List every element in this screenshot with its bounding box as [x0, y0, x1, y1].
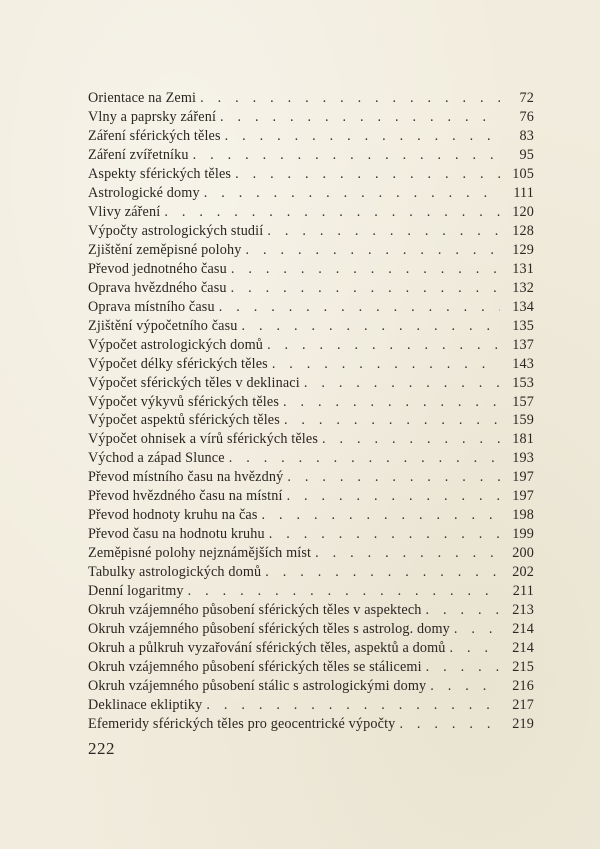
toc-entry — [88, 487, 534, 506]
toc-entry-title: Převod hodnoty kruhu na čas — [88, 507, 258, 524]
toc-entry-title: Aspekty sférických těles — [88, 165, 232, 182]
toc-entry — [88, 430, 534, 449]
toc-entry — [88, 355, 534, 374]
toc-entry-page: 197 — [512, 469, 534, 486]
dot-leader — [426, 658, 500, 677]
toc-entry-title: Výpočty astrologických studií — [88, 222, 264, 239]
toc-entry-title: Výpočet aspektů sférických těles — [88, 412, 280, 429]
toc-entry-page: 200 — [512, 545, 534, 562]
toc-entry-title: Efemeridy sférických těles pro geocentrické výpočty — [88, 715, 396, 732]
toc-entry-title: Astrologické domy — [88, 184, 200, 201]
toc-entry-title: Převod jednotného času — [88, 260, 227, 277]
toc-entry-page: 76 — [519, 108, 534, 125]
toc-entry-title: Okruh vzájemného působení sférických těles se stálicemi — [88, 659, 422, 676]
toc-entry-page: 197 — [512, 488, 534, 505]
toc-entry-title: Výpočet ohnisek a vírů sférických těles — [88, 431, 319, 448]
toc-entry-page: 219 — [512, 715, 534, 732]
dot-leader — [229, 449, 500, 468]
dot-leader — [245, 241, 500, 260]
dot-leader — [267, 222, 500, 241]
dot-leader — [272, 355, 500, 374]
dot-leader — [265, 563, 500, 582]
toc-entry-title: Převod času na hodnotu kruhu — [88, 526, 265, 543]
toc-entry-title: Vlivy záření — [88, 203, 161, 220]
dot-leader — [450, 639, 500, 658]
toc-entry-title: Okruh vzájemného působení stálic s astrologickými domy — [88, 678, 427, 695]
toc-entry — [88, 374, 534, 393]
toc-entry-title: Okruh vzájemného působení sférických těles s astrolog. domy — [88, 621, 450, 638]
dot-leader — [283, 393, 500, 412]
toc-entry-title: Záření zvířetníku — [88, 146, 189, 163]
toc-entry-title: Výpočet délky sférických těles — [88, 355, 268, 372]
dot-leader — [242, 317, 500, 336]
dot-leader — [206, 696, 500, 715]
dot-leader — [284, 411, 500, 430]
dot-leader — [200, 89, 500, 108]
toc-entry — [88, 260, 534, 279]
dot-leader — [322, 430, 500, 449]
toc-entry-title: Záření sférických těles — [88, 127, 221, 144]
toc-entry-title: Převod hvězdného času na místní — [88, 488, 283, 505]
toc-entry-page: 143 — [512, 355, 534, 372]
toc-entry-page: 135 — [512, 317, 534, 334]
dot-leader — [220, 108, 500, 127]
dot-leader — [269, 525, 500, 544]
dot-leader — [267, 336, 500, 355]
toc-entry-title: Převod místního času na hvězdný — [88, 469, 284, 486]
toc-entry-page: 215 — [512, 659, 534, 676]
toc-entry — [88, 165, 534, 184]
toc-entry-title: Výpočet výkyvů sférických těles — [88, 393, 279, 410]
toc-entry-page: 105 — [512, 165, 534, 182]
toc-entry — [88, 298, 534, 317]
toc-entry-page: 157 — [512, 393, 534, 410]
toc-entry-page: 216 — [512, 678, 534, 695]
dot-leader — [231, 279, 500, 298]
toc-entry — [88, 658, 534, 677]
dot-leader — [164, 203, 500, 222]
dot-leader — [426, 601, 500, 620]
toc-entry-title: Zeměpisné polohy nejznámějších míst — [88, 545, 312, 562]
toc-entry-title: Východ a západ Slunce — [88, 450, 225, 467]
toc-entry-page: 131 — [512, 260, 534, 277]
toc-entry — [88, 279, 534, 298]
toc-entry — [88, 241, 534, 260]
toc-entry — [88, 127, 534, 146]
dot-leader — [454, 620, 500, 639]
toc-entry-page: 198 — [512, 507, 534, 524]
toc-entry — [88, 563, 534, 582]
toc-entry-page: 199 — [512, 526, 534, 543]
toc-entry-title: Okruh vzájemného působení sférických těles v aspektech — [88, 602, 422, 619]
toc-entry-page: 128 — [512, 222, 534, 239]
toc-entry-page: 120 — [512, 203, 534, 220]
toc-entry — [88, 146, 534, 165]
dot-leader — [262, 506, 500, 525]
toc-entry-page: 83 — [519, 127, 534, 144]
toc-entry-title: Denní logaritmy — [88, 583, 184, 600]
toc-entry — [88, 715, 534, 734]
toc-entry — [88, 506, 534, 525]
toc-entry-page: 72 — [519, 90, 534, 106]
toc-entry-title: Oprava hvězdného času — [88, 279, 227, 296]
toc-entry-title: Výpočet sférických těles v deklinaci — [88, 374, 300, 391]
toc-entry-title: Zjištění výpočetního času — [88, 317, 238, 334]
toc-entry-page: 202 — [512, 564, 534, 581]
toc-entry-title: Orientace na Zemi — [88, 90, 197, 106]
dot-leader — [287, 468, 500, 487]
toc-entry-title: Oprava místního času — [88, 298, 215, 315]
toc-entry — [88, 411, 534, 430]
toc-entry-page: 213 — [512, 602, 534, 619]
toc-entry-title: Deklinace ekliptiky — [88, 697, 203, 713]
toc-entry-page: 132 — [512, 279, 534, 296]
table-of-contents — [88, 89, 534, 734]
toc-entry — [88, 696, 534, 715]
dot-leader — [193, 146, 500, 165]
dot-leader — [315, 544, 500, 563]
toc-entry — [88, 601, 534, 620]
toc-entry — [88, 108, 534, 127]
dot-leader — [304, 374, 500, 393]
toc-entry-page: 181 — [512, 431, 534, 448]
dot-leader — [399, 715, 500, 734]
toc-entry — [88, 317, 534, 336]
toc-entry-page: 111 — [513, 184, 534, 201]
toc-entry — [88, 582, 534, 601]
toc-entry-title: Výpočet astrologických domů — [88, 336, 264, 353]
toc-entry — [88, 449, 534, 468]
toc-entry — [88, 222, 534, 241]
toc-entry-page: 153 — [512, 374, 534, 391]
toc-entry — [88, 393, 534, 412]
toc-entry-page: 129 — [512, 241, 534, 258]
toc-entry — [88, 184, 534, 203]
dot-leader — [204, 184, 500, 203]
toc-entry-title: Okruh a půlkruh vyzařování sférických těles, aspektů a domů — [88, 640, 446, 657]
toc-entry — [88, 89, 534, 108]
toc-entry — [88, 525, 534, 544]
page-number: 222 — [88, 739, 115, 758]
toc-entry — [88, 203, 534, 222]
toc-entry — [88, 544, 534, 563]
toc-entry-page: 211 — [512, 583, 534, 600]
toc-entry-page: 95 — [519, 146, 534, 163]
toc-entry — [88, 468, 534, 487]
toc-entry-page: 214 — [512, 621, 534, 638]
toc-entry-title: Zjištění zeměpisné polohy — [88, 241, 242, 258]
toc-entry — [88, 620, 534, 639]
dot-leader — [235, 165, 500, 184]
toc-entry-page: 217 — [512, 697, 534, 713]
toc-entry-page: 214 — [512, 640, 534, 657]
toc-entry-page: 134 — [512, 298, 534, 315]
toc-entry — [88, 677, 534, 696]
dot-leader — [231, 260, 500, 279]
toc-entry-page: 159 — [512, 412, 534, 429]
toc-entry — [88, 336, 534, 355]
dot-leader — [287, 487, 500, 506]
dot-leader — [219, 298, 500, 317]
toc-entry-page: 137 — [512, 336, 534, 353]
toc-entry-title: Tabulky astrologických domů — [88, 564, 262, 581]
toc-entry-title: Vlny a paprsky záření — [88, 108, 217, 125]
toc-entry-page: 193 — [512, 450, 534, 467]
toc-entry — [88, 639, 534, 658]
dot-leader — [430, 677, 500, 696]
dot-leader — [188, 582, 500, 601]
dot-leader — [225, 127, 500, 146]
